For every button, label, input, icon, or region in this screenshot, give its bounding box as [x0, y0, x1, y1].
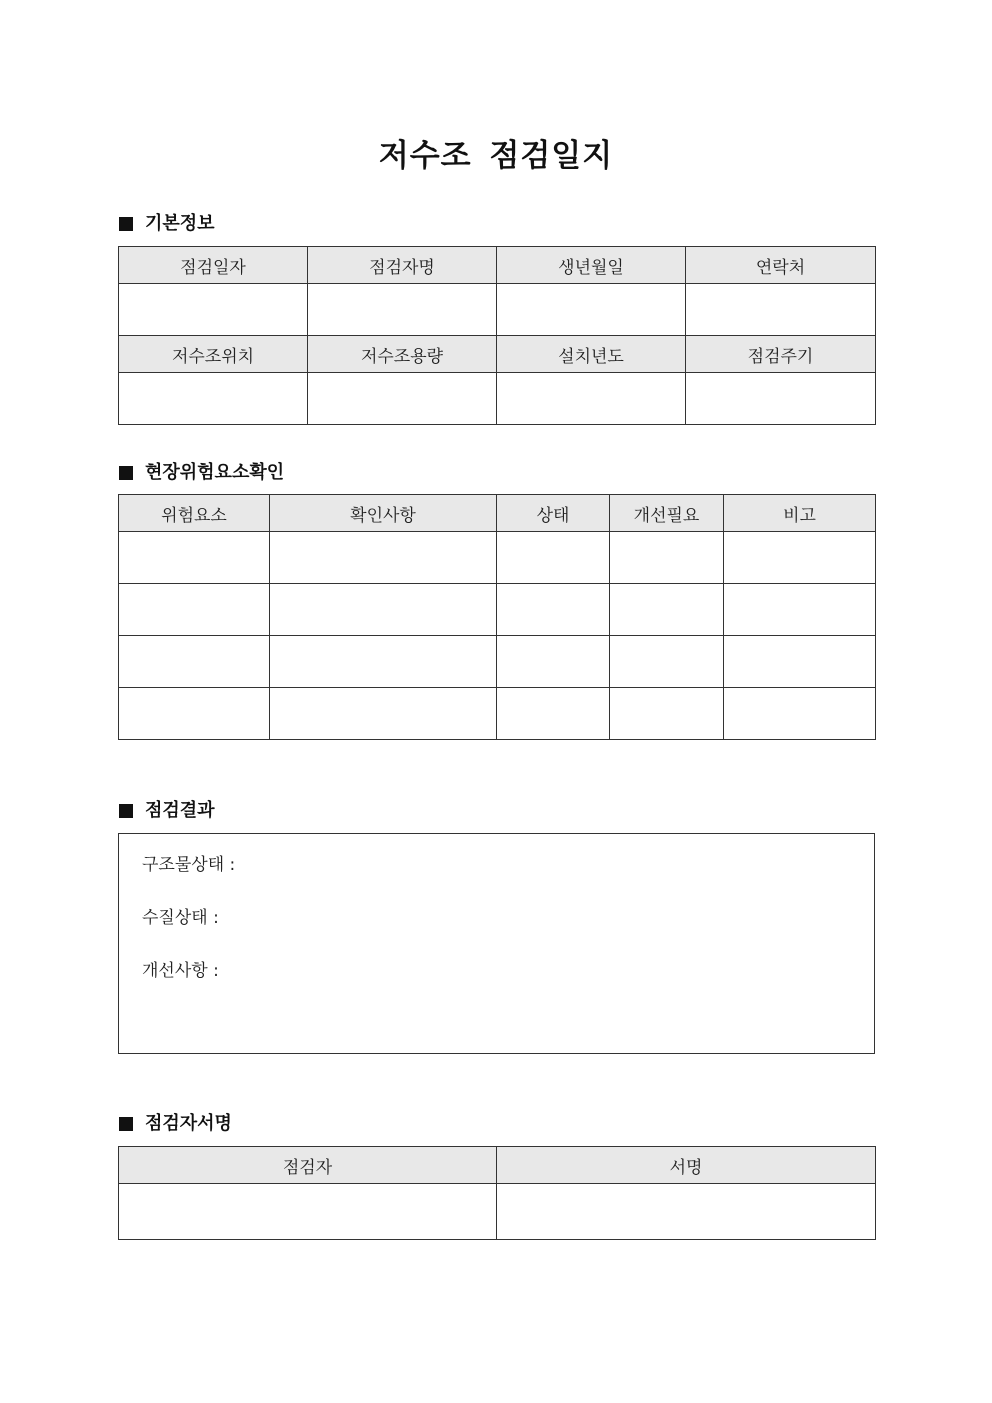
table-header-row — [119, 336, 876, 373]
square-bullet-icon — [119, 466, 133, 480]
inspection-result-box[interactable] — [118, 833, 875, 1054]
input-cell[interactable] — [270, 584, 497, 636]
basic-info-table — [118, 246, 876, 425]
table-row — [119, 284, 876, 336]
input-cell[interactable] — [724, 636, 876, 688]
header-cell-tank-location: 저수조위치 — [119, 336, 308, 373]
input-cell[interactable] — [497, 636, 610, 688]
header-cell-inspection-date: 점검일자 — [119, 247, 308, 284]
input-cell-install-year[interactable] — [497, 373, 686, 425]
improvement-items-label: 개선사항 : — [142, 961, 219, 981]
input-cell[interactable] — [610, 532, 724, 584]
input-cell[interactable] — [497, 584, 610, 636]
water-quality-label: 수질상태 : — [142, 908, 219, 928]
input-cell-tank-location[interactable] — [119, 373, 308, 425]
input-cell-inspector[interactable] — [119, 1184, 497, 1240]
section-heading-basic-info — [119, 212, 215, 236]
table-row — [119, 688, 876, 740]
input-cell[interactable] — [724, 584, 876, 636]
input-cell[interactable] — [610, 688, 724, 740]
table-row — [119, 1184, 876, 1240]
table-header-row — [119, 247, 876, 284]
input-cell-inspector-name[interactable] — [308, 284, 497, 336]
structure-status-label: 구조물상태 : — [142, 855, 236, 875]
input-cell[interactable] — [119, 532, 270, 584]
header-cell-contact: 연락처 — [686, 247, 876, 284]
section-heading-risk-check — [119, 461, 284, 485]
input-cell[interactable] — [497, 532, 610, 584]
risk-check-table — [118, 494, 876, 740]
header-cell-status: 상태 — [497, 495, 610, 532]
input-cell-contact[interactable] — [686, 284, 876, 336]
document-title: 저수조 점검일지 — [378, 138, 614, 174]
header-cell-remarks: 비고 — [724, 495, 876, 532]
input-cell[interactable] — [270, 532, 497, 584]
input-cell-signature[interactable] — [497, 1184, 876, 1240]
section-heading-inspection-result — [119, 799, 215, 823]
section-heading-label: 점검자서명 — [145, 1113, 232, 1134]
section-heading-inspector-signature — [119, 1112, 232, 1136]
table-row — [119, 636, 876, 688]
input-cell-tank-capacity[interactable] — [308, 373, 497, 425]
input-cell-inspection-cycle[interactable] — [686, 373, 876, 425]
input-cell[interactable] — [119, 584, 270, 636]
square-bullet-icon — [119, 1117, 133, 1131]
table-row — [119, 373, 876, 425]
table-row — [119, 584, 876, 636]
input-cell[interactable] — [724, 688, 876, 740]
square-bullet-icon — [119, 804, 133, 818]
header-cell-inspection-cycle: 점검주기 — [686, 336, 876, 373]
table-row — [119, 532, 876, 584]
table-header-row — [119, 1147, 876, 1184]
input-cell[interactable] — [270, 636, 497, 688]
input-cell[interactable] — [610, 584, 724, 636]
header-cell-inspector-name: 점검자명 — [308, 247, 497, 284]
input-cell[interactable] — [724, 532, 876, 584]
header-cell-tank-capacity: 저수조용량 — [308, 336, 497, 373]
header-cell-signature: 서명 — [497, 1147, 876, 1184]
input-cell[interactable] — [119, 636, 270, 688]
header-cell-install-year: 설치년도 — [497, 336, 686, 373]
header-cell-risk-factor: 위험요소 — [119, 495, 270, 532]
input-cell-inspection-date[interactable] — [119, 284, 308, 336]
header-cell-inspector: 점검자 — [119, 1147, 497, 1184]
section-heading-label: 점검결과 — [145, 800, 215, 821]
table-header-row — [119, 495, 876, 532]
header-cell-birth-date: 생년월일 — [497, 247, 686, 284]
square-bullet-icon — [119, 217, 133, 231]
input-cell[interactable] — [270, 688, 497, 740]
header-cell-improvement-needed: 개선필요 — [610, 495, 724, 532]
signature-table — [118, 1146, 876, 1240]
header-cell-check-item: 확인사항 — [270, 495, 497, 532]
input-cell[interactable] — [610, 636, 724, 688]
input-cell[interactable] — [497, 688, 610, 740]
section-heading-label: 현장위험요소확인 — [145, 462, 285, 483]
section-heading-label: 기본정보 — [145, 213, 215, 234]
input-cell[interactable] — [119, 688, 270, 740]
input-cell-birth-date[interactable] — [497, 284, 686, 336]
